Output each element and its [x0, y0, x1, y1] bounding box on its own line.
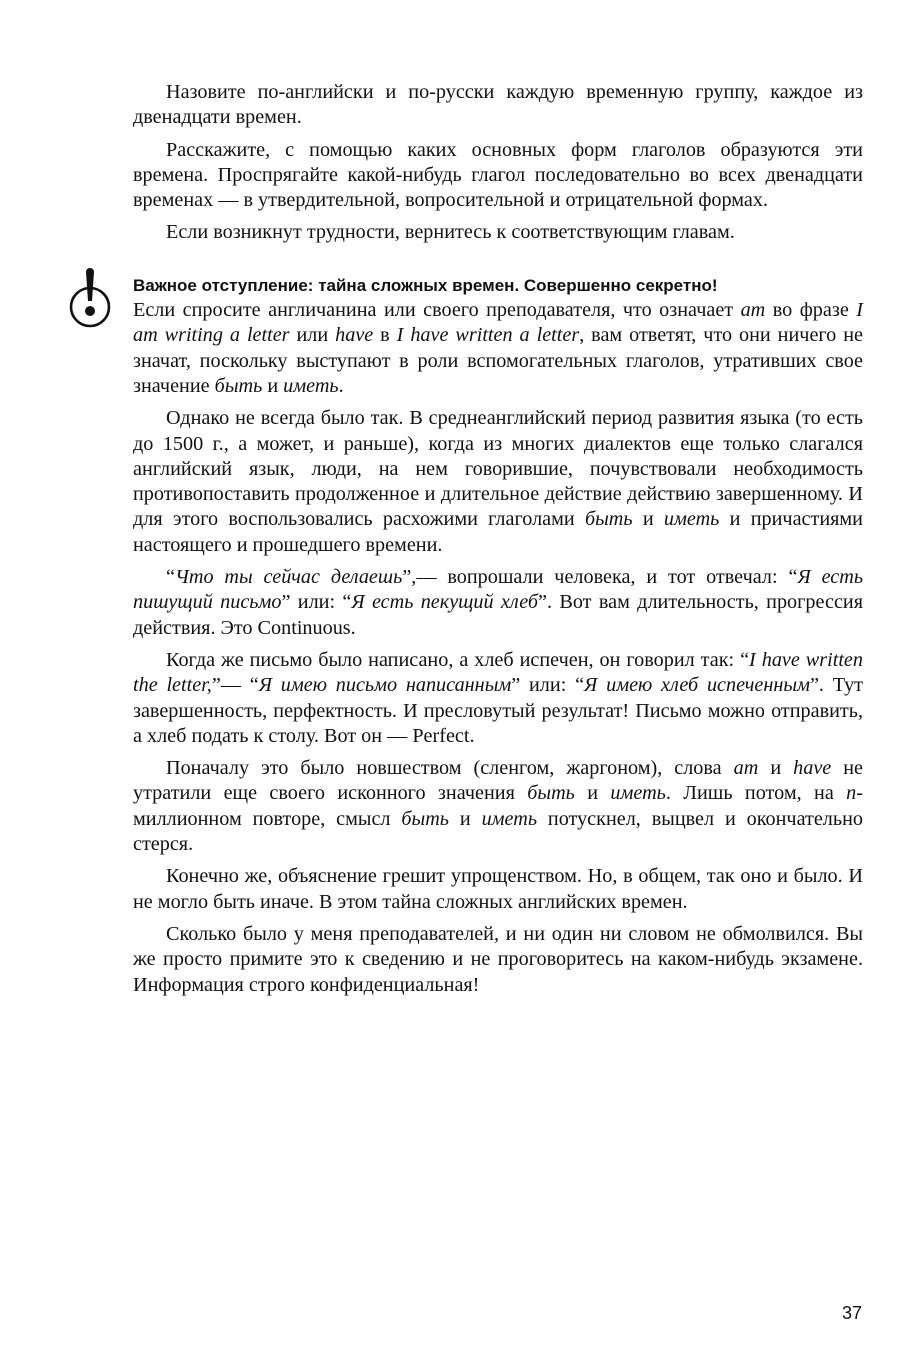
page-number: 37 [842, 1303, 863, 1323]
section-paragraph-7: Сколько было у меня преподавателей, и ни один ни словом не обмолвился. Вы же просто примите это к сведению и не проговоритесь на каком-нибудь экзамене. Информация строго конфиденциальная! [133, 922, 863, 996]
intro-paragraph-2: Расскажите, с помощью каких основных форм глаголов образуются эти времена. Проспрягайте какой-нибудь глагол последовательно во всех двенадцати временах — в утвердительной, вопросительной и отрицательной формах. [133, 138, 863, 212]
section-paragraph-6: Конечно же, объяснение грешит упрощенством. Но, в общем, так оно и было. И не могло быть иначе. В этом тайна сложных английских времен. [133, 865, 863, 913]
section-paragraph-2: Однако не всегда было так. В среднеанглийский период развития языка (то есть до 1500 г., а может, и раньше), когда из многих диалектов еще только слагался английский язык, люди, на нем говорившие, почувствовали необходимость противопоставить продолженное и длительное действие действию завершенному. И для этого воспользовались расхожими глаголами быть и иметь и причастиями настоящего и прошедшего времени. [133, 407, 863, 556]
intro-paragraph-1: Назовите по-английски и по-русски каждую временную группу, каждое из двенадцати времен. [133, 81, 863, 129]
page-body [133, 80, 863, 998]
section-paragraph-5: Поначалу это было новшеством (сленгом, жаргоном), слова am и have не утратили еще своего исконного значения быть и иметь. Лишь потом, на n-миллионном повторе, смысл быть и иметь потускнел, выцвел и окончательно стерся. [133, 757, 863, 856]
section-paragraph-3: “Что ты сейчас делаешь”,— вопрошали человека, и тот отвечал: “Я есть пишущий письмо” или: “Я есть пекущий хлеб”. Вот вам длительность, прогрессия действия. Это Continuous. [133, 566, 863, 639]
attention-icon [64, 268, 114, 328]
section-paragraph-1: Если спросите англичанина или своего преподавателя, что означает am во фразе I am writing a letter или have в I have written a letter, вам ответят, что они ничего не значат, поскольку выступают в роли вспомогательных глаголов, утративших свое значение быть и иметь. [133, 299, 863, 397]
intro-paragraph-3: Если возникнут трудности, вернитесь к соответствующим главам. [166, 221, 735, 244]
section-heading: Важное отступление: тайна сложных времен. Совершенно секретно! [133, 275, 718, 295]
section-paragraph-4: Когда же письмо было написано, а хлеб испечен, он говорил так: “I have written the letter,”— “Я имею письмо написанным” или: “Я имею хлеб испеченным”. Тут завершенность, перфектность. И пресловутый результат! Письмо можно отправить, а хлеб подать к столу. Вот он — Perfect. [133, 648, 863, 747]
